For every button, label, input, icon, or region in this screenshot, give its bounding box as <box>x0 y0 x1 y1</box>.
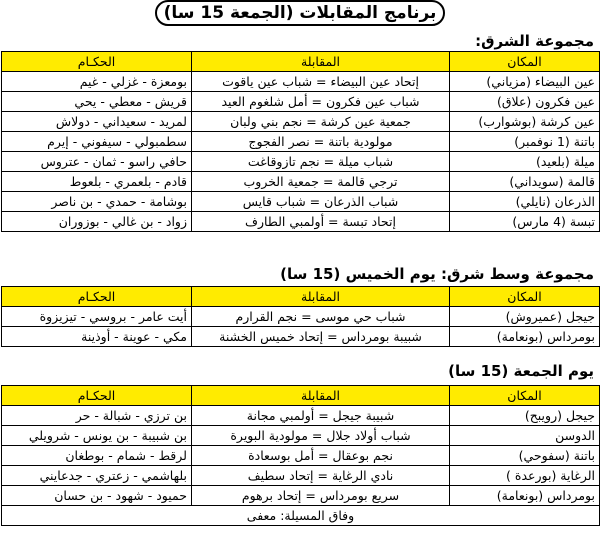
referees-cell: أيت عامر - بروسي - تيزيزوة <box>2 307 192 327</box>
page-title: برنامج المقابلات (الجمعة 15 سا) <box>155 0 445 26</box>
referees-cell: لرقط - شمام - بوطغان <box>2 446 192 466</box>
referees-cell: بلهاشمي - زعتري - جدعايني <box>2 466 192 486</box>
referees-cell: بن ترزي - شبالة - حر <box>2 406 192 426</box>
referees-cell: زواد - بن غالي - بوزوران <box>2 212 192 232</box>
table-row <box>2 72 600 92</box>
place-cell: عين كرشة (بوشوارب) <box>450 112 600 132</box>
place-cell: الذرعان (نايلي) <box>450 192 600 212</box>
table-row <box>2 406 600 426</box>
table-row <box>2 486 600 506</box>
header-match: المقابلة <box>192 386 450 406</box>
table-row <box>2 132 600 152</box>
table-row <box>2 426 600 446</box>
center-east-group-table <box>1 286 600 347</box>
header-place: المكان <box>450 52 600 72</box>
table-row <box>2 172 600 192</box>
place-cell: جيجل (رويبح) <box>450 406 600 426</box>
table-row <box>2 327 600 347</box>
header-referees: الحكـام <box>2 52 192 72</box>
referees-cell: بن شبيبة - بن يونس - شرويلي <box>2 426 192 446</box>
table-row <box>2 112 600 132</box>
table-row <box>2 92 600 112</box>
table-row <box>2 446 600 466</box>
table-row <box>2 212 600 232</box>
east-group-heading: مجموعة الشرق: <box>475 32 594 50</box>
place-cell: جيجل (عميروش) <box>450 307 600 327</box>
table-row <box>2 152 600 172</box>
table-header-row <box>2 52 600 72</box>
referees-cell: حافي راسو - ثمان - عتروس <box>2 152 192 172</box>
header-place: المكان <box>450 386 600 406</box>
table-header-row <box>2 386 600 406</box>
east-group-table <box>1 51 600 232</box>
match-cell: شباب أولاد جلال = مولودية البويرة <box>192 426 450 446</box>
referees-cell: قريش - معطي - يحي <box>2 92 192 112</box>
place-cell: بومرداس (بونعامة) <box>450 327 600 347</box>
table-row <box>2 307 600 327</box>
referees-cell: بوشامة - حمدي - بن ناصر <box>2 192 192 212</box>
header-match: المقابلة <box>192 287 450 307</box>
match-cell: نادي الرغاية = إتحاد سطيف <box>192 466 450 486</box>
referees-cell: بومعزة - غزلي - غيم <box>2 72 192 92</box>
center-east-group-heading: مجموعة وسط شرق: يوم الخميس (15 سا) <box>280 265 594 283</box>
header-place: المكان <box>450 287 600 307</box>
place-cell: بومرداس (بونعامة) <box>450 486 600 506</box>
footer-row <box>2 506 600 526</box>
referees-cell: سطمبولي - سيفوني - إيرم <box>2 132 192 152</box>
place-cell: باتنة (1 نوفمبر) <box>450 132 600 152</box>
match-cell: إتحاد تبسة = أولمبي الطارف <box>192 212 450 232</box>
referees-cell: قادم - بلعمري - بلعوط <box>2 172 192 192</box>
friday-heading: يوم الجمعة (15 سا) <box>448 362 594 380</box>
match-cell: ترجي قالمة = جمعية الخروب <box>192 172 450 192</box>
header-match: المقابلة <box>192 52 450 72</box>
place-cell: عين البيضاء (مزياني) <box>450 72 600 92</box>
table-row <box>2 192 600 212</box>
place-cell: عين فكرون (علاق) <box>450 92 600 112</box>
header-referees: الحكـام <box>2 386 192 406</box>
match-cell: مولودية باتنة = نصر الفجوج <box>192 132 450 152</box>
place-cell: الدوسن <box>450 426 600 446</box>
place-cell: ميلة (بلعيد) <box>450 152 600 172</box>
match-cell: إتحاد عين البيضاء = شباب عين ياقوت <box>192 72 450 92</box>
referees-cell: لمريد - سعيداني - دولاش <box>2 112 192 132</box>
place-cell: تبسة (4 مارس) <box>450 212 600 232</box>
match-cell: نجم بوعقال = أمل بوسعادة <box>192 446 450 466</box>
referees-cell: مكي - عوينة - أوذينة <box>2 327 192 347</box>
exempt-note: وفاق المسيلة: معفى <box>2 506 600 526</box>
place-cell: الرغاية (بورعدة ) <box>450 466 600 486</box>
match-cell: شباب حي موسى = نجم القرارم <box>192 307 450 327</box>
place-cell: قالمة (سويداني) <box>450 172 600 192</box>
match-cell: سريع بومرداس = إتحاد برهوم <box>192 486 450 506</box>
match-cell: شبيبة جيجل = أولمبي مجانة <box>192 406 450 426</box>
match-cell: شباب الذرعان = شباب قايس <box>192 192 450 212</box>
place-cell: باتنة (سفوحي) <box>450 446 600 466</box>
match-cell: شبيبة بومرداس = إتحاد خميس الخشنة <box>192 327 450 347</box>
match-cell: شباب ميلة = نجم تازوقاغت <box>192 152 450 172</box>
match-cell: جمعية عين كرشة = نجم بني ولبان <box>192 112 450 132</box>
match-cell: شباب عين فكرون = أمل شلغوم العيد <box>192 92 450 112</box>
table-row <box>2 466 600 486</box>
table-header-row <box>2 287 600 307</box>
header-referees: الحكـام <box>2 287 192 307</box>
referees-cell: حميود - شهود - بن حسان <box>2 486 192 506</box>
friday-table <box>1 385 600 526</box>
